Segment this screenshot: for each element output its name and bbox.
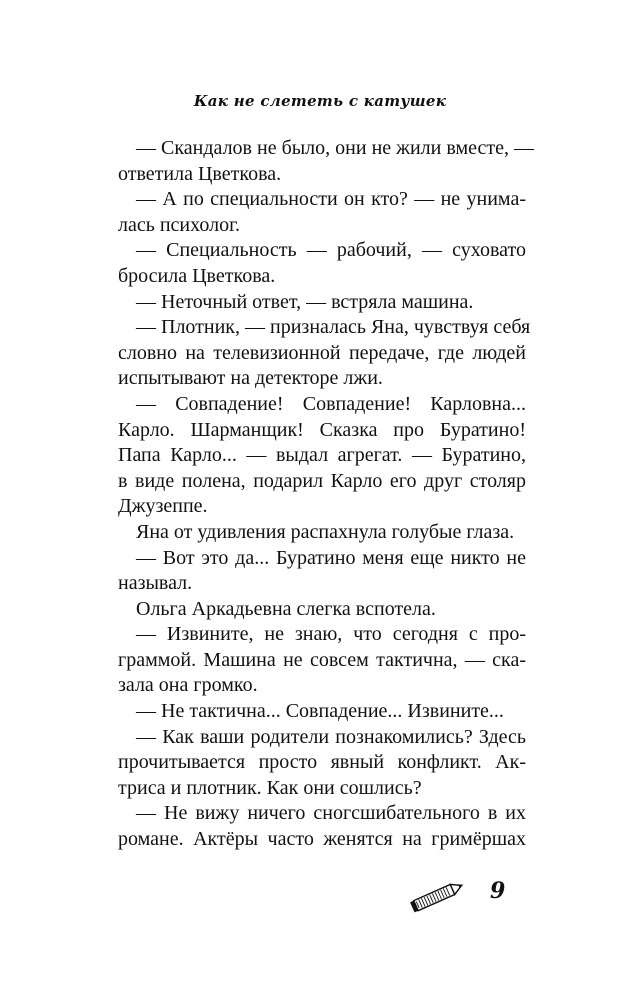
- text-line: — Извините, не знаю, что сегодня с про-: [136, 623, 526, 646]
- text-line: — Как ваши родители познакомились? Здесь: [136, 725, 526, 748]
- text-line: граммой. Машина не совсем тактична, — ска-: [118, 648, 526, 671]
- pencil-icon: [408, 876, 470, 916]
- text-line: романе. Актёры часто женятся на гримёршах: [118, 828, 526, 851]
- text-line: — А по специальности он кто? — не унима-: [136, 188, 526, 211]
- text-line: — Специальность — рабочий, — суховато: [136, 239, 526, 262]
- text-line: зала она громко.: [118, 674, 258, 697]
- text-line: — Вот это да... Буратино меня еще никто не: [136, 546, 526, 569]
- text-line: триса и плотник. Как они сошлись?: [118, 776, 422, 799]
- text-line: называл.: [118, 572, 193, 595]
- text-line: Джузеппе.: [118, 495, 208, 518]
- text-line: прочитывается просто явный конфликт. Ак-: [118, 751, 526, 774]
- text-line: — Совпадение! Совпадение! Карловна...: [136, 392, 526, 415]
- text-line: Карло. Шарманщик! Сказка про Буратино!: [118, 418, 526, 441]
- text-line: лась психолог.: [118, 213, 241, 236]
- text-line: в виде полена, подарил Карло его друг столяр: [118, 469, 526, 492]
- text-line: ответила Цветкова.: [118, 162, 282, 185]
- body-text: [118, 136, 534, 853]
- text-line: — Скандалов не было, они не жили вместе, —: [136, 137, 534, 159]
- running-head: Как не слететь с катушек: [193, 92, 447, 110]
- text-line: испытывают на детекторе лжи.: [118, 367, 383, 390]
- text-line: — Неточный ответ, — встряла машина.: [136, 290, 474, 313]
- page-footer: [0, 870, 640, 930]
- text-line: — Плотник, — призналась Яна, чувствуя себя: [136, 316, 531, 339]
- text-line: словно на телевизионной передаче, где людей: [118, 341, 526, 364]
- text-line: Ольга Аркадьевна слегка вспотела.: [136, 597, 436, 620]
- text-line: бросила Цветкова.: [118, 264, 276, 287]
- text-line: — Не вижу ничего сногсшибательного в их: [136, 802, 526, 825]
- text-line: Папа Карло... — выдал агрегат. — Буратино,: [118, 444, 526, 467]
- page-number: 9: [490, 878, 506, 904]
- text-line: Яна от удивления распахнула голубые глаза.: [136, 520, 515, 543]
- text-line: — Не тактична... Совпадение... Извините...: [136, 700, 504, 723]
